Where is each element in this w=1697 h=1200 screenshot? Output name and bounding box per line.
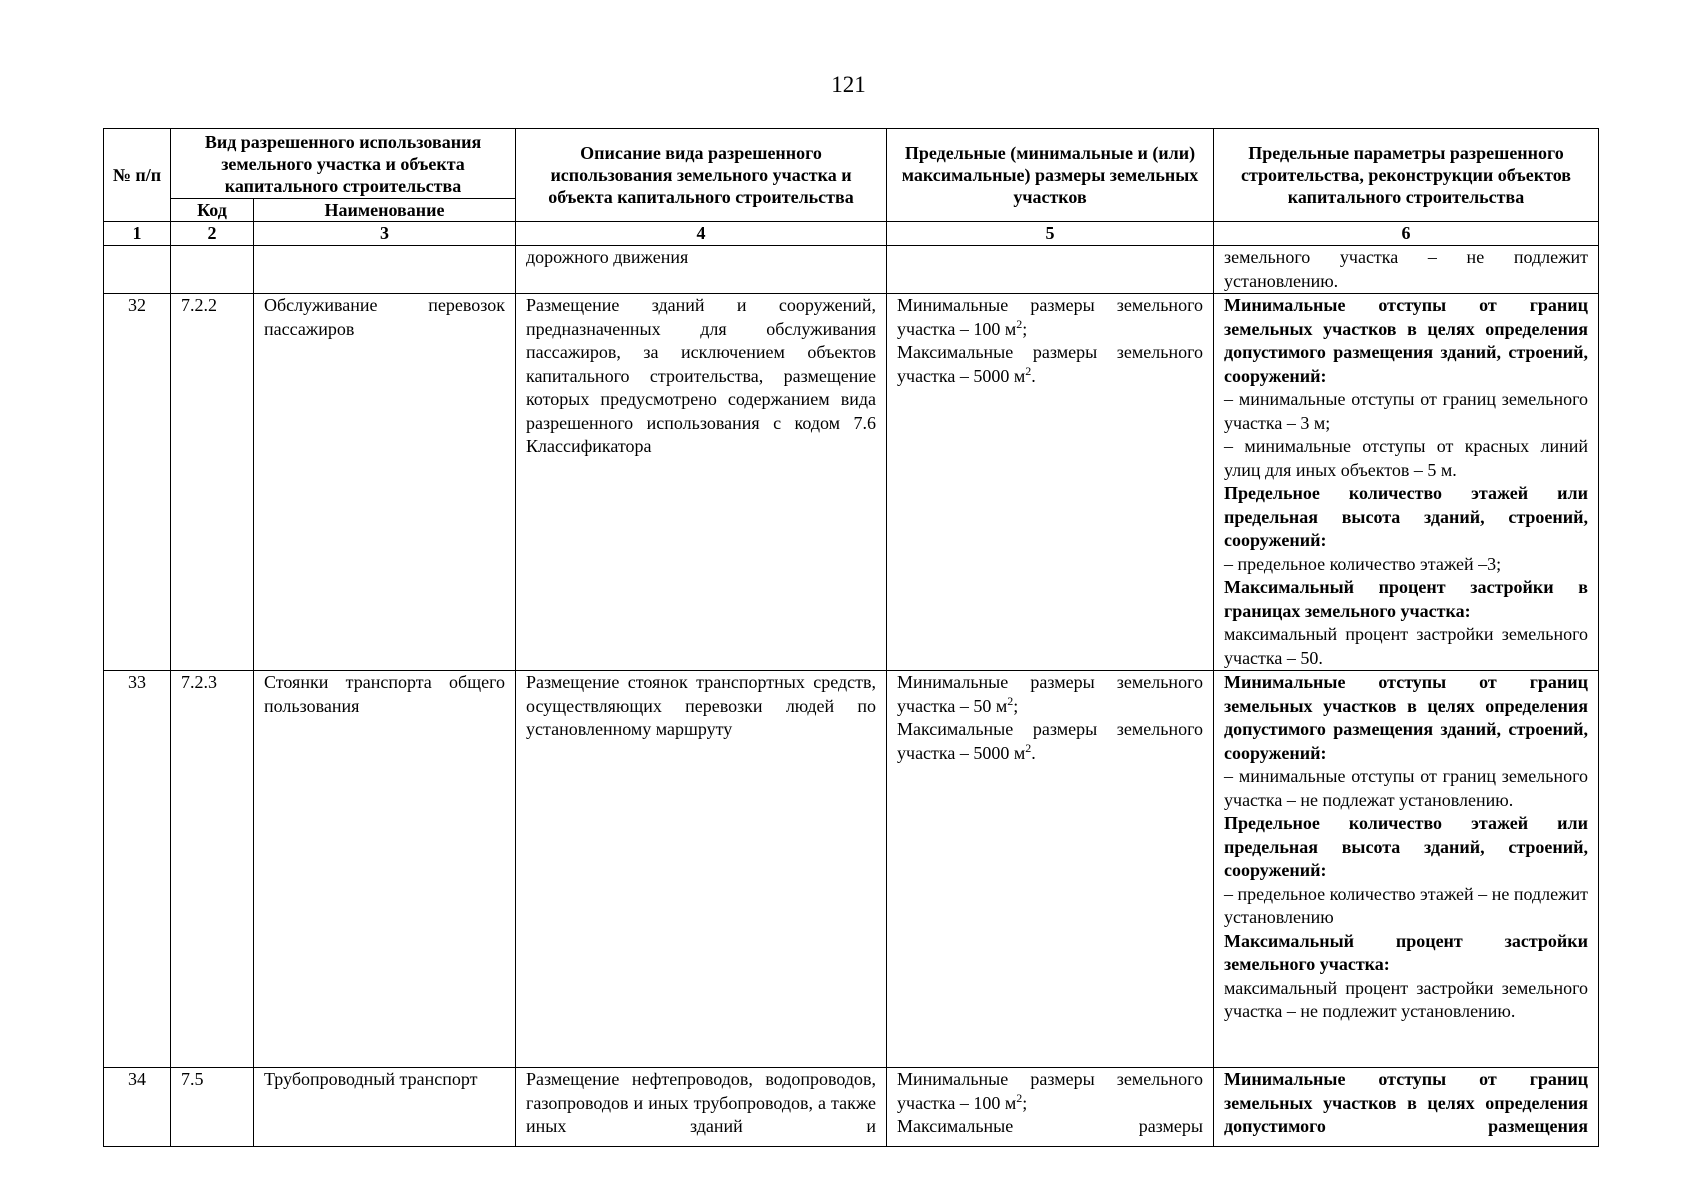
- param-line: земельного участка – не подлежит установлению.: [1224, 247, 1589, 291]
- param-line: максимальный процент застройки земельного участка – не подлежит установлению.: [1224, 977, 1589, 1021]
- row-code: 7.5: [171, 1068, 254, 1147]
- area-unit-superscript: 2: [1016, 316, 1023, 331]
- land-size-line: [897, 294, 1203, 341]
- land-size-punctuation: .: [1031, 742, 1036, 763]
- column-number: 4: [516, 222, 887, 246]
- row-construction-params: [1214, 246, 1599, 294]
- param-heading: Предельное количество этажей или предельная высота зданий, строений, сооружений:: [1224, 483, 1589, 550]
- header-number: № п/п: [104, 129, 171, 222]
- land-size-text: Максимальные размеры земельного участка – 5000 м: [897, 342, 1204, 386]
- row-construction-params: [1214, 294, 1599, 671]
- row-name-text: Трубопроводный транспорт: [264, 1069, 478, 1089]
- row-land-sizes: [887, 1068, 1214, 1147]
- param-line: – минимальные отступы от границ земельного участка – не подлежат установлению.: [1224, 766, 1589, 810]
- row-code: 7.2.2: [171, 294, 254, 671]
- column-number: 5: [887, 222, 1214, 246]
- header-code: Код: [171, 199, 254, 222]
- area-unit-superscript: 2: [1007, 693, 1014, 708]
- row-description-text: Размещение стоянок транспортных средств, осуществляющих перевозки людей по установленному маршруту: [526, 672, 877, 739]
- param-heading: Минимальные отступы от границ земельных участков в целях определения допустимого размещения: [1224, 1069, 1589, 1136]
- column-number: 1: [104, 222, 171, 246]
- param-line: – предельное количество этажей –3;: [1224, 553, 1502, 574]
- table-row: [104, 1068, 1599, 1147]
- row-land-sizes: [887, 671, 1214, 1068]
- param-heading: Максимальный процент застройки в границах земельного участка:: [1224, 577, 1589, 621]
- row-name-text: Стоянки транспорта общего пользования: [264, 672, 506, 716]
- row-construction-params: [1214, 671, 1599, 1068]
- row-land-sizes: [887, 246, 1214, 294]
- land-size-text: Минимальные размеры земельного участка – 100 м: [897, 1069, 1204, 1113]
- row-number: 34: [104, 1068, 171, 1147]
- header-construction-params: Предельные параметры разрешенного строительства, реконструкции объектов капитального строительства: [1214, 129, 1599, 222]
- table-row: [104, 671, 1599, 1068]
- land-size-text: Минимальные размеры земельного участка – 100 м: [897, 295, 1204, 339]
- column-number: 3: [254, 222, 516, 246]
- param-heading: Предельное количество этажей или предельная высота зданий, строений, сооружений:: [1224, 813, 1589, 880]
- land-use-table: [103, 128, 1599, 1147]
- area-unit-superscript: 2: [1025, 740, 1032, 755]
- table-body: [104, 246, 1599, 1147]
- param-line: – минимальные отступы от границ земельного участка – 3 м;: [1224, 389, 1589, 433]
- header-description: Описание вида разрешенного использования земельного участка и объекта капитального строительства: [516, 129, 887, 222]
- row-name: [254, 246, 516, 294]
- table-row: [104, 294, 1599, 671]
- row-name-text: Обслуживание перевозок пассажиров: [264, 295, 506, 339]
- row-name: [254, 671, 516, 1068]
- land-size-punctuation: ;: [1022, 318, 1028, 339]
- row-description: [516, 246, 887, 294]
- param-heading: Максимальный процент застройки земельного участка:: [1224, 930, 1589, 974]
- land-size-line: [897, 671, 1203, 718]
- param-heading: Минимальные отступы от границ земельных участков в целях определения допустимого размещения зданий, строений, сооружений:: [1224, 295, 1589, 386]
- header-permitted-use-group: Вид разрешенного использования земельного участка и объекта капитального строительства: [171, 129, 516, 199]
- area-unit-superscript: 2: [1016, 1090, 1023, 1105]
- row-description-text: Размещение зданий и сооружений, предназначенных для обслуживания пассажиров, за исключением объектов капитального строительства, размещение которых предусмотрено содержанием вида разрешенного использования с кодом 7.6 Классификатора: [526, 295, 877, 456]
- area-unit-superscript: 2: [1025, 363, 1032, 378]
- header-name: Наименование: [254, 199, 516, 222]
- row-construction-params: [1214, 1068, 1599, 1147]
- row-number: 32: [104, 294, 171, 671]
- land-size-text: Максимальные размеры: [897, 1116, 1204, 1136]
- column-number: 2: [171, 222, 254, 246]
- row-code: 7.2.3: [171, 671, 254, 1068]
- land-size-punctuation: ;: [1013, 695, 1019, 716]
- row-name: [254, 1068, 516, 1147]
- row-code: [171, 246, 254, 294]
- land-size-punctuation: ;: [1022, 1092, 1028, 1113]
- row-description: [516, 294, 887, 671]
- land-size-text: Максимальные размеры земельного участка – 5000 м: [897, 719, 1204, 763]
- land-size-text: Минимальные размеры земельного участка – 50 м: [897, 672, 1204, 716]
- row-land-sizes: [887, 294, 1214, 671]
- row-number: 33: [104, 671, 171, 1068]
- param-heading: Минимальные отступы от границ земельных участков в целях определения допустимого размещения зданий, строений, сооружений:: [1224, 672, 1589, 763]
- land-size-punctuation: .: [1031, 365, 1036, 386]
- land-size-line: [897, 1115, 1203, 1139]
- row-description: [516, 1068, 887, 1147]
- param-line: – минимальные отступы от красных линий улиц для иных объектов – 5 м.: [1224, 436, 1589, 480]
- land-size-line: [897, 341, 1203, 388]
- land-size-line: [897, 1068, 1203, 1115]
- table-row: [104, 246, 1599, 294]
- page-number: 121: [831, 72, 866, 97]
- param-line: максимальный процент застройки земельного участка – 50.: [1224, 624, 1589, 668]
- header-land-sizes: Предельные (минимальные и (или) максимальные) размеры земельных участков: [887, 129, 1214, 222]
- row-description-text: Размещение нефтепроводов, водопроводов, газопроводов и иных трубопроводов, а также иных зданий и: [526, 1069, 877, 1136]
- param-line: – предельное количество этажей – не подлежит установлению: [1224, 883, 1589, 927]
- land-size-line: [897, 718, 1203, 765]
- row-number: [104, 246, 171, 294]
- row-description: [516, 671, 887, 1068]
- row-description-text: дорожного движения: [526, 247, 689, 267]
- column-number: 6: [1214, 222, 1599, 246]
- row-name: [254, 294, 516, 671]
